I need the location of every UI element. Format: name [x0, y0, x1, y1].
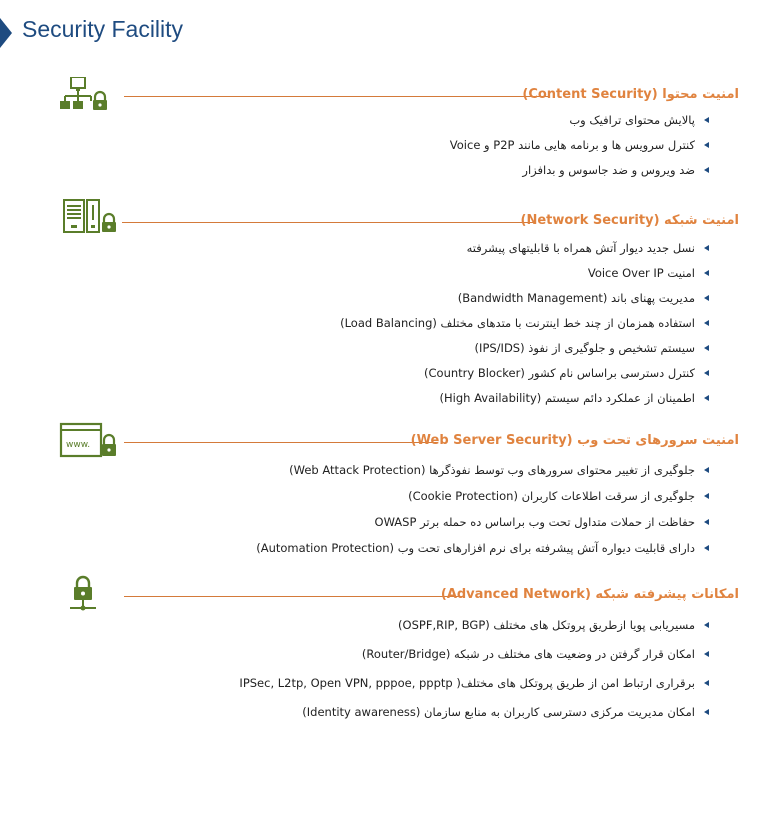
svg-text:www.: www. — [66, 440, 91, 450]
section-divider-line — [124, 96, 548, 97]
list-item: استفاده همزمان از چند خط اینترنت با متدهای مختلف (Load Balancing) — [340, 316, 709, 331]
list-item: اطمینان از عملکرد دائم سیستم (High Availability) — [340, 391, 709, 406]
title-chevron-icon — [0, 18, 12, 48]
section-heading: امکانات پیشرفته شبکه (Advanced Network) — [440, 587, 739, 602]
list-item: جلوگیری از تغییر محتوای سرورهای وب توسط نفوذگرها (Web Attack Protection) — [256, 463, 709, 478]
bullet-arrow-icon — [704, 167, 709, 173]
list-item: امکان مدیریت مرکزی دسترسی کاربران به منابع سازمان (Identity awareness) — [239, 705, 709, 720]
bullet-arrow-icon — [704, 545, 709, 551]
list-item: مسیریابی پویا ازطریق پروتکل های مختلف (OSPF,RIP, BGP) — [239, 618, 709, 633]
list-item: ضد ویروس و ضد جاسوس و بدافزار — [450, 163, 709, 178]
feature-list — [340, 241, 709, 406]
feature-list — [450, 113, 709, 178]
list-item: جلوگیری از سرقت اطلاعات کاربران (Cookie Protection) — [256, 489, 709, 504]
bullet-arrow-icon — [704, 709, 709, 715]
bullet-arrow-icon — [704, 117, 709, 123]
list-item: امکان قرار گرفتن در وضعیت های مختلف در شبکه (Router/Bridge) — [239, 647, 709, 662]
bullet-arrow-icon — [704, 345, 709, 351]
bullet-arrow-icon — [704, 370, 709, 376]
section-divider-line — [122, 222, 534, 223]
section-divider-line — [124, 442, 438, 443]
list-item: پالایش محتوای ترافیک وب — [450, 113, 709, 128]
bullet-arrow-icon — [704, 295, 709, 301]
list-item: دارای قابلیت دیواره آتش پیشرفته برای نرم افزارهای تحت وب (Automation Protection) — [256, 541, 709, 556]
network-tree-lock-icon — [58, 77, 110, 113]
list-item: کنترل دسترسی براساس نام کشور (Country Blocker) — [340, 366, 709, 381]
feature-list — [256, 463, 709, 556]
bullet-arrow-icon — [704, 622, 709, 628]
bullet-arrow-icon — [704, 320, 709, 326]
network-lock-icon — [58, 574, 110, 614]
bullet-arrow-icon — [704, 519, 709, 525]
list-item: امنیت Voice Over IP — [340, 266, 709, 281]
bullet-arrow-icon — [704, 651, 709, 657]
web-window-lock-icon — [58, 420, 120, 460]
bullet-arrow-icon — [704, 395, 709, 401]
page-title: Security Facility — [22, 16, 184, 42]
list-item: کنترل سرویس ها و برنامه هایی مانند P2P و Voice — [450, 138, 709, 153]
section-divider-line — [124, 596, 464, 597]
list-item: حفاظت از حملات متداول تحت وب براساس ده حمله برتر OWASP — [256, 515, 709, 530]
section-heading: امنیت شبکه (Network Security) — [520, 213, 739, 228]
feature-list — [239, 618, 709, 720]
bullet-arrow-icon — [704, 270, 709, 276]
list-item: برقراری ارتباط امن از طریق پروتکل های مختلف( IPSec, L2tp, Open VPN, pppoe, ppptp — [239, 676, 709, 691]
bullet-arrow-icon — [704, 142, 709, 148]
section-heading: امنیت محتوا (Content Security) — [522, 87, 739, 102]
list-item: سیستم تشخیص و جلوگیری از نفوذ (IPS/IDS) — [340, 341, 709, 356]
bullet-arrow-icon — [704, 680, 709, 686]
list-item: مدیریت پهنای باند (Bandwidth Management) — [340, 291, 709, 306]
bullet-arrow-icon — [704, 467, 709, 473]
server-lock-icon — [58, 198, 120, 234]
section-heading: امنیت سرورهای تحت وب (Web Server Security) — [410, 433, 739, 448]
list-item: نسل جدید دیوار آتش همراه با قابلیتهای پیشرفته — [340, 241, 709, 256]
bullet-arrow-icon — [704, 493, 709, 499]
bullet-arrow-icon — [704, 245, 709, 251]
